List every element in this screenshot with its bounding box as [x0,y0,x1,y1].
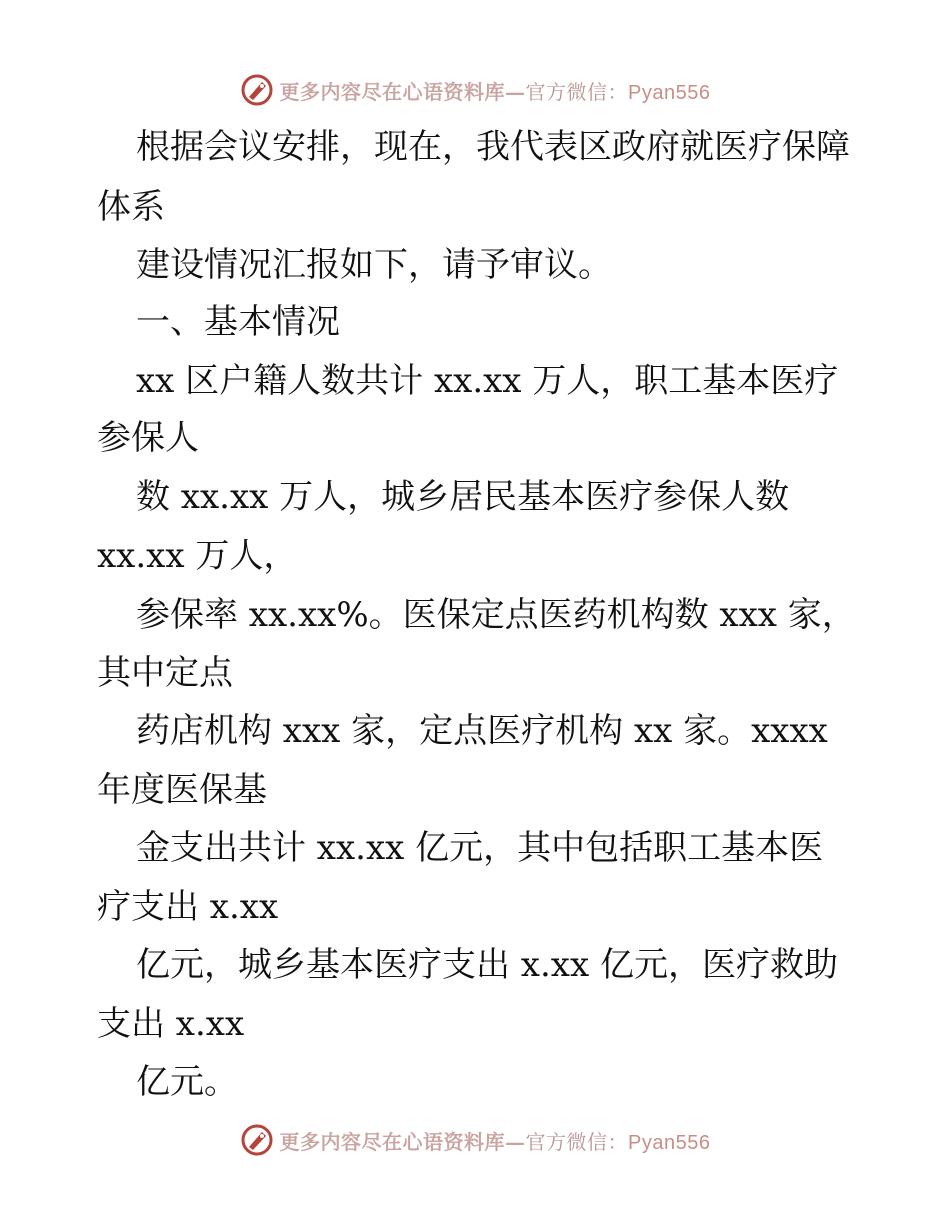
paragraph-line: 根据会议安排，现在，我代表区政府就医疗保障 [136,127,850,167]
banner-text [280,76,711,105]
banner-main: 更多内容尽在心语资料库 [279,79,506,104]
banner-wechat-label: 官方微信： [525,1129,629,1154]
paragraph-line: 支出 x.xx [97,1004,245,1044]
banner-wechat-id: Pyan556 [628,81,711,104]
paragraph-line: 亿元。 [136,1062,238,1102]
banner-dash: — [505,1129,526,1154]
paragraph-line: 参保人 [97,418,199,458]
paragraph-line: 体系 [97,187,165,227]
footer-banner [0,1120,950,1160]
banner-wechat-label: 官方微信： [525,79,629,104]
pen-nib-logo-icon [240,1123,274,1157]
header-banner [0,70,950,110]
paragraph-line: 其中定点 [97,653,233,693]
banner-main: 更多内容尽在心语资料库 [279,1129,506,1154]
paragraph-line: 数 xx.xx 万人，城乡居民基本医疗参保人数 [136,477,790,517]
section-heading: 一、基本情况 [136,302,340,342]
paragraph-line: 建设情况汇报如下，请予审议。 [136,245,612,285]
paragraph-line: xx 区户籍人数共计 xx.xx 万人，职工基本医疗 [136,361,839,401]
paragraph-line: 药店机构 xxx 家，定点医疗机构 xx 家。xxxx [136,711,828,751]
banner-dash: — [505,79,526,104]
pen-nib-logo-icon [240,73,274,107]
paragraph-line: 疗支出 x.xx [97,887,279,927]
paragraph-line: 亿元，城乡基本医疗支出 x.xx 亿元，医疗救助 [136,945,838,985]
paragraph-line: 参保率 xx.xx%。医保定点医药机构数 xxx 家， [136,595,856,635]
paragraph-line: xx.xx 万人， [97,536,298,576]
banner-wechat-id: Pyan556 [628,1131,711,1154]
paragraph-line: 年度医保基 [97,770,267,810]
banner-text [280,1126,711,1155]
paragraph-line: 金支出共计 xx.xx 亿元，其中包括职工基本医 [136,828,824,868]
